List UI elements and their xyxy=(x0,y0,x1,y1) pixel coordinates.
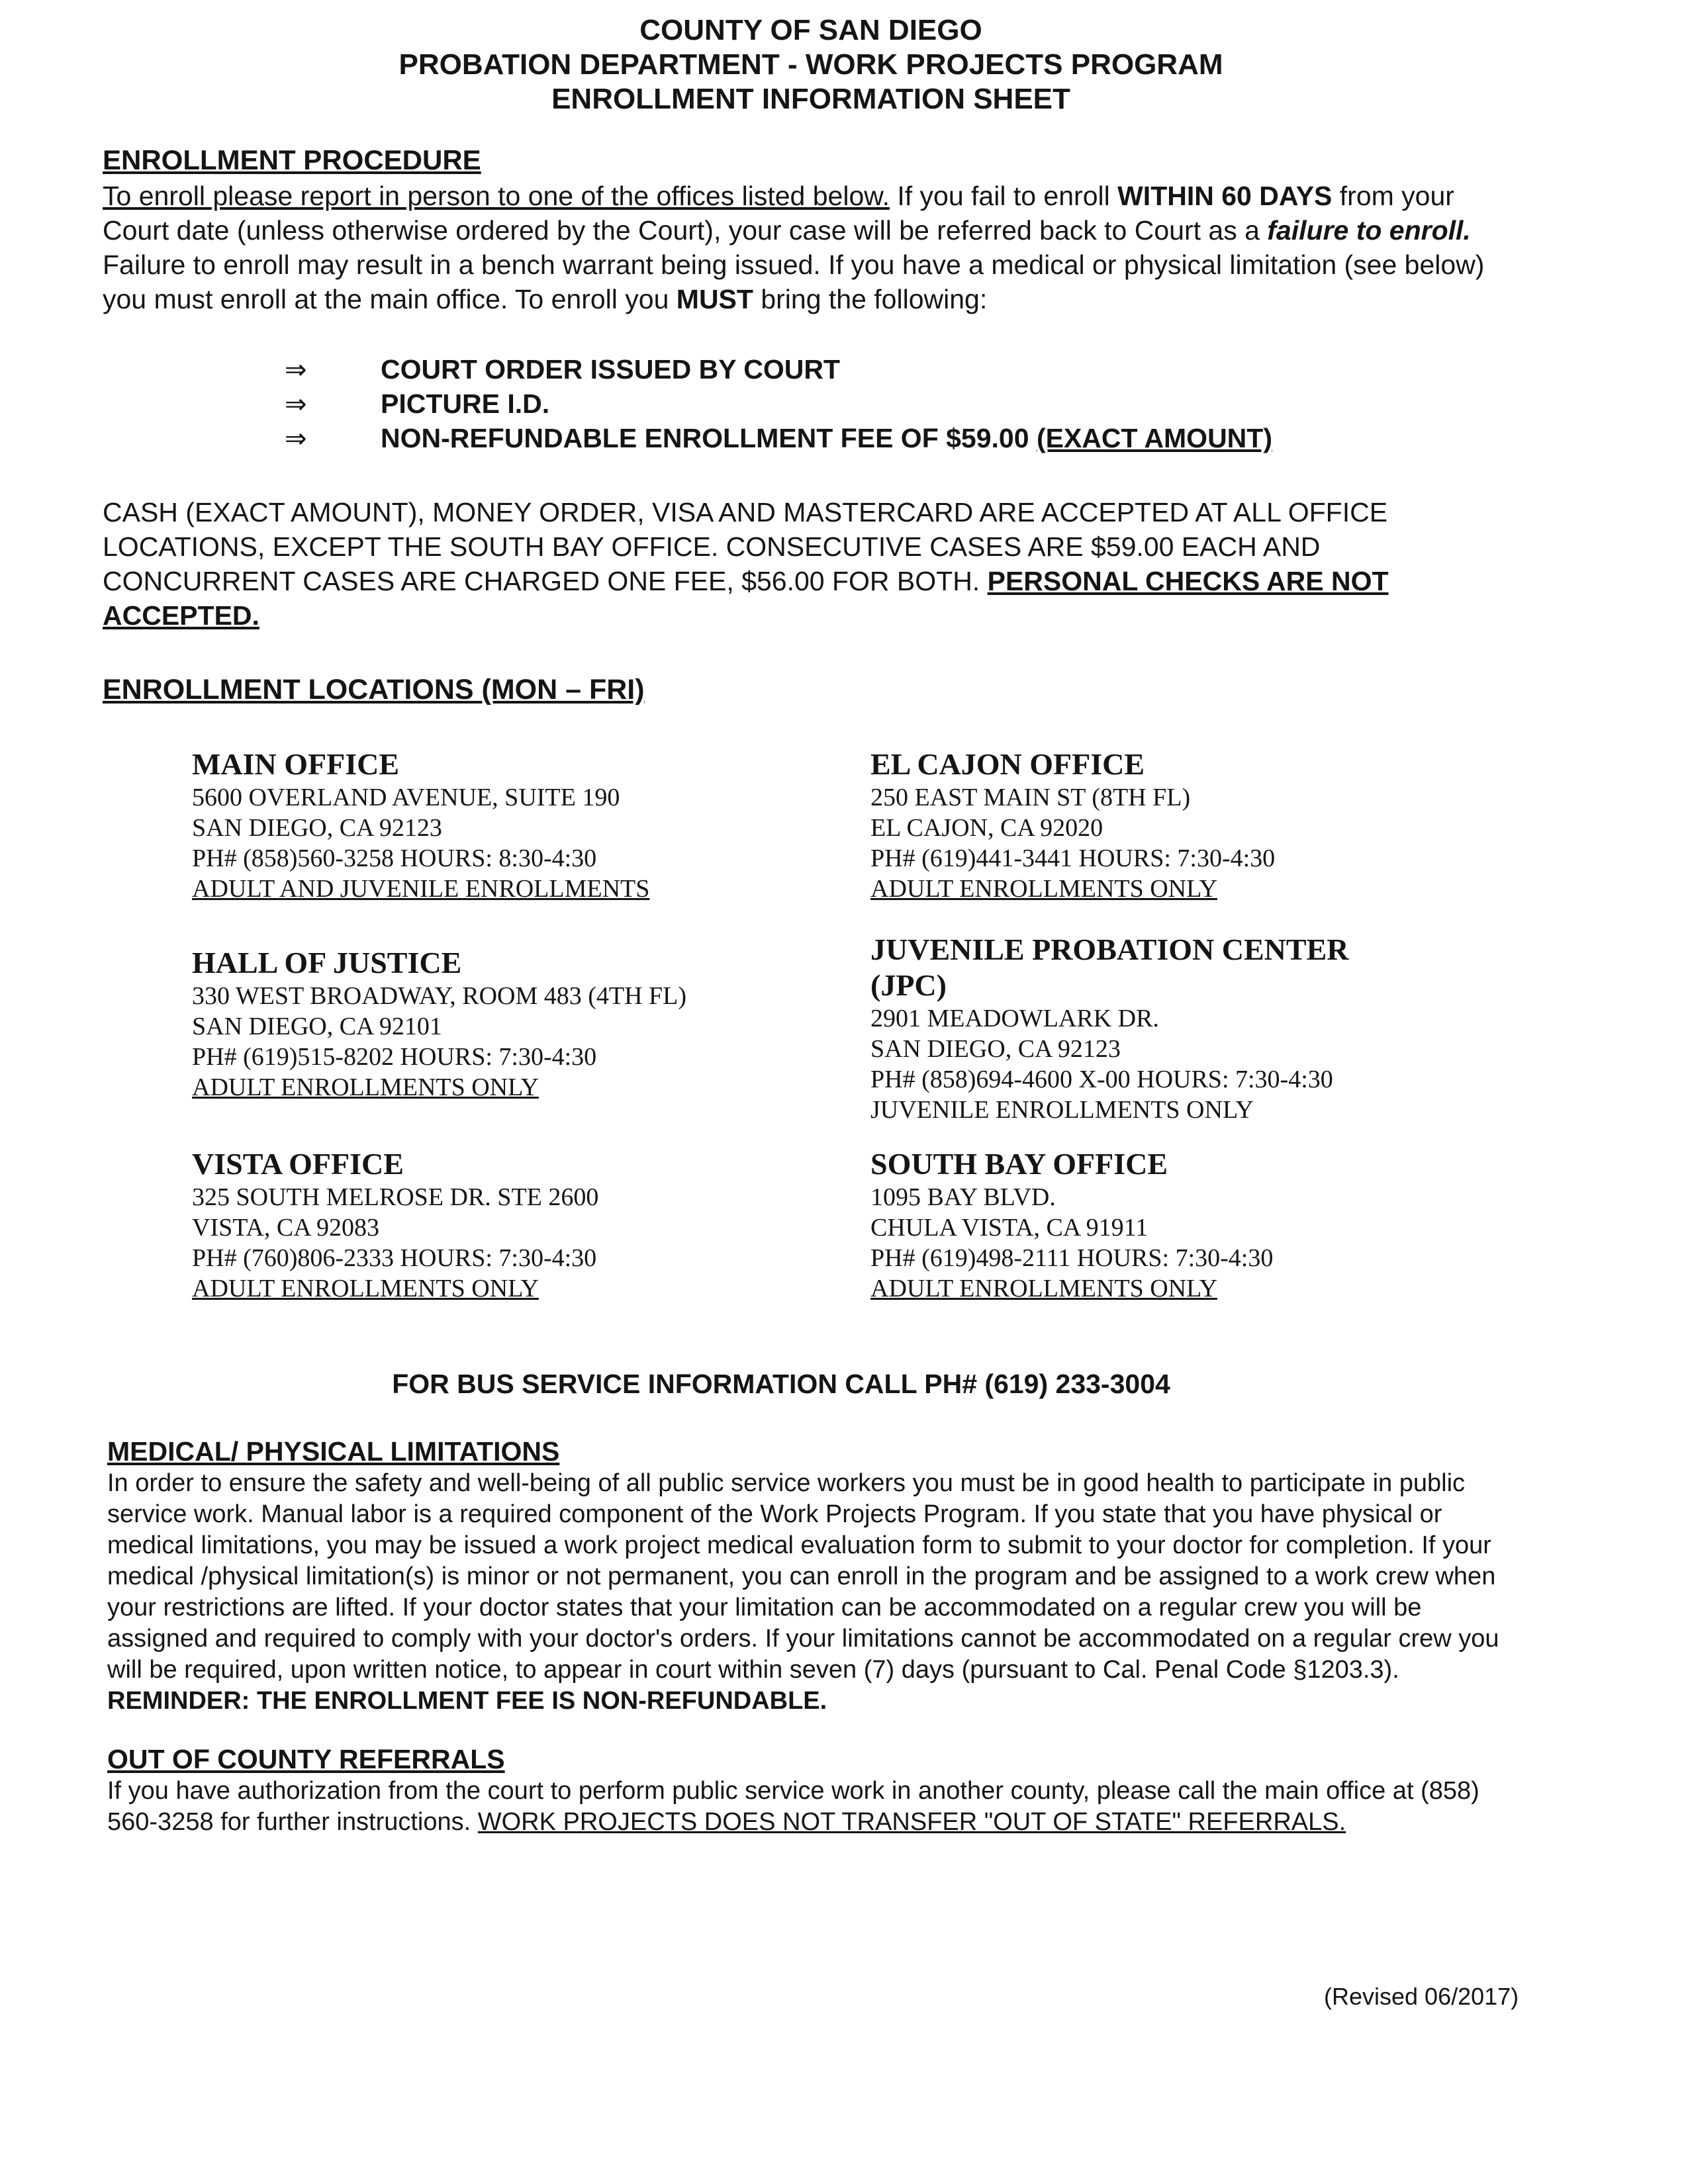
payment-methods-text: CASH (EXACT AMOUNT), MONEY ORDER, VISA AND MASTERCARD ARE ACCEPTED AT ALL OFFICE LOCATIONS, EXCEPT THE SOUTH BAY OFFICE. CONSECUTIVE CASES ARE $59.00 EACH AND CONCURRENT CASES ARE CHARGED ONE FEE, $56.00 FOR BOTH. PERSONAL CHECKS ARE NOT ACCEPTED. xyxy=(103,497,1389,631)
office-enrollment-note: ADULT AND JUVENILE ENROLLMENTS xyxy=(192,875,650,903)
out-of-county-text: If you have authorization from the court to perform public service work in another county, please call the main office at (858) 560-3258 for further instructions. WORK PROJECTS DOES NOT TRANSFER "OUT OF STATE" REFERRALS. xyxy=(107,1777,1479,1836)
office-phone-hours: PH# (760)806-2333 HOURS: 7:30-4:30 xyxy=(192,1244,597,1272)
header-county: COUNTY OF SAN DIEGO xyxy=(639,14,982,46)
office-enrollment-note: ADULT ENROLLMENTS ONLY xyxy=(870,875,1217,903)
medical-limitations-heading: MEDICAL/ PHYSICAL LIMITATIONS xyxy=(107,1436,560,1467)
office-enrollment-note: ADULT ENROLLMENTS ONLY xyxy=(192,1073,539,1101)
enrollment-locations-heading: ENROLLMENT LOCATIONS (MON – FRI) xyxy=(103,674,645,705)
office-name: EL CAJON OFFICE xyxy=(870,747,1145,781)
office-address-line2: SAN DIEGO, CA 92101 xyxy=(192,1013,442,1040)
requirements-list xyxy=(285,354,1272,457)
office-address-line2: VISTA, CA 92083 xyxy=(192,1214,380,1242)
enrollment-procedure-heading: ENROLLMENT PROCEDURE xyxy=(103,144,481,175)
office-address-line2: SAN DIEGO, CA 92123 xyxy=(192,814,442,842)
office-phone-hours: PH# (858)560-3258 HOURS: 8:30-4:30 xyxy=(192,844,597,872)
office-name: JUVENILE PROBATION CENTER xyxy=(870,933,1349,966)
office-address-line2: EL CAJON, CA 92020 xyxy=(870,814,1103,842)
header-sheet-title: ENROLLMENT INFORMATION SHEET xyxy=(551,83,1070,115)
header-department: PROBATION DEPARTMENT - WORK PROJECTS PROGRAM xyxy=(399,48,1223,81)
office-juvenile-probation-center xyxy=(870,932,1466,1125)
office-address-line2: CHULA VISTA, CA 91911 xyxy=(870,1214,1149,1242)
office-vista xyxy=(192,1146,788,1304)
arrow-icon: ⇒ xyxy=(285,355,307,385)
bus-service-info: FOR BUS SERVICE INFORMATION CALL PH# (619) 233-3004 xyxy=(392,1369,1170,1399)
office-name-abbreviation: (JPC) xyxy=(870,968,947,1002)
office-enrollment-note: ADULT ENROLLMENTS ONLY xyxy=(870,1275,1217,1302)
office-address-line1: 5600 OVERLAND AVENUE, SUITE 190 xyxy=(192,784,620,811)
office-phone-hours: PH# (858)694-4600 X-00 HOURS: 7:30-4:30 xyxy=(870,1066,1333,1093)
office-address-line1: 250 EAST MAIN ST (8TH FL) xyxy=(870,784,1191,811)
office-address-line1: 2901 MEADOWLARK DR. xyxy=(870,1005,1159,1032)
medical-limitations-text: In order to ensure the safety and well-being of all public service workers you must be in good health to participate in public service work. Manual labor is a required component of the Work Projects Program. If you state that you have physical or medical limitations, you may be issued a work project medical evaluation form to submit to your doctor for completion. If your medical /physical limitation(s) is minor or not permanent, you can enroll in the program and be assigned to a work crew when your restrictions are lifted. If your doctor states that your limitation can be accommodated on a regular crew you will be assigned and required to comply with your doctor's orders. If your limitations cannot be accommodated on a regular crew you will be required, upon written notice, to appear in court within seven (7) days (pursuant to Cal. Penal Code §1203.3). REMINDER: THE ENROLLMENT FEE IS NON-REFUNDABLE. xyxy=(107,1469,1499,1715)
office-address-line1: 325 SOUTH MELROSE DR. STE 2600 xyxy=(192,1183,599,1211)
out-of-county-heading: OUT OF COUNTY REFERRALS xyxy=(107,1744,505,1774)
office-address-line1: 330 WEST BROADWAY, ROOM 483 (4TH FL) xyxy=(192,982,687,1010)
enrollment-procedure-text: To enroll please report in person to one of the offices listed below. If you fail to enroll WITHIN 60 DAYS from your Court date (unless otherwise ordered by the Court), your case will be referred back to Court as a failure to enroll. Failure to enroll may result in a bench warrant being issued. If you have a medical or physical limitation (see below) you must enroll at the main office. To enroll you MUST bring the following: xyxy=(103,181,1485,314)
document-header xyxy=(0,13,1655,116)
office-enrollment-note: ADULT ENROLLMENTS ONLY xyxy=(192,1275,539,1302)
requirement-item: ⇒ PICTURE I.D. xyxy=(285,388,550,420)
office-south-bay xyxy=(870,1146,1466,1304)
office-name: HALL OF JUSTICE xyxy=(192,946,462,979)
office-phone-hours: PH# (619)441-3441 HOURS: 7:30-4:30 xyxy=(870,844,1276,872)
office-phone-hours: PH# (619)498-2111 HOURS: 7:30-4:30 xyxy=(870,1244,1274,1272)
requirement-item: ⇒ NON-REFUNDABLE ENROLLMENT FEE OF $59.00 (EXACT AMOUNT) xyxy=(285,423,1272,454)
office-phone-hours: PH# (619)515-8202 HOURS: 7:30-4:30 xyxy=(192,1043,597,1071)
requirement-item: ⇒ COURT ORDER ISSUED BY COURT xyxy=(285,354,841,385)
office-name: MAIN OFFICE xyxy=(192,747,400,781)
office-address-line1: 1095 BAY BLVD. xyxy=(870,1183,1056,1211)
office-address-line2: SAN DIEGO, CA 92123 xyxy=(870,1035,1121,1063)
office-hall-of-justice xyxy=(192,945,788,1103)
arrow-icon: ⇒ xyxy=(285,424,307,454)
office-enrollment-note: JUVENILE ENROLLMENTS ONLY xyxy=(870,1096,1254,1124)
office-el-cajon xyxy=(870,747,1466,904)
arrow-icon: ⇒ xyxy=(285,389,307,420)
revision-date: (Revised 06/2017) xyxy=(1324,1983,1519,2010)
office-name: VISTA OFFICE xyxy=(192,1147,404,1181)
office-main xyxy=(192,747,788,904)
office-name: SOUTH BAY OFFICE xyxy=(870,1147,1168,1181)
